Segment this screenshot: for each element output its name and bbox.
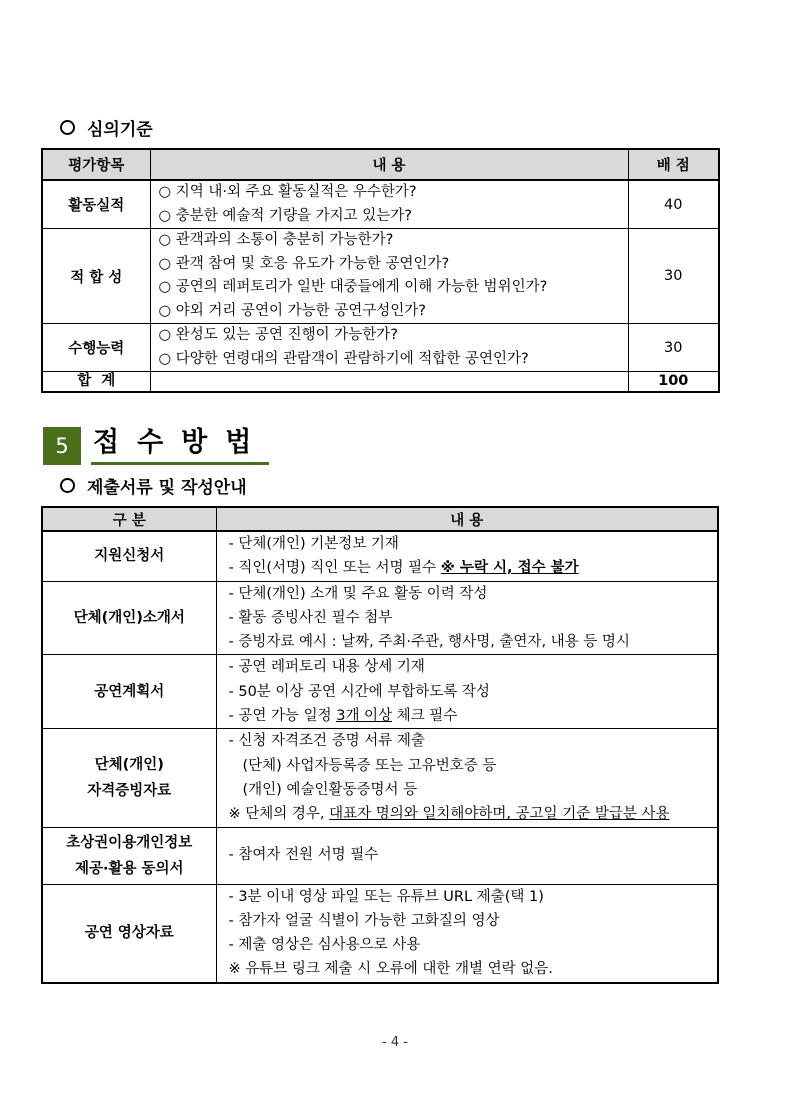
doc-content	[216, 531, 718, 581]
score-cell: 40	[628, 180, 719, 229]
score-cell: 30	[628, 229, 719, 324]
doc-item: - 3분 이내 영상 파일 또는 유튜브 URL 제출(택 1)	[228, 888, 544, 905]
criteria-item: ○ 야외 거리 공연이 가능한 공연구성인가?	[158, 302, 427, 319]
criteria-item: ○ 완성도 있는 공연 진행이 가능한가?	[158, 327, 398, 343]
total-empty-cell	[150, 372, 628, 393]
category-cell: 수행능력	[42, 324, 150, 372]
content-cell	[150, 229, 628, 324]
doc-item: - 신청 자격조건 증명 서류 제출	[228, 733, 425, 750]
content-cell	[150, 324, 628, 372]
criteria-heading-text: 심의기준	[87, 120, 153, 140]
doc-category: 단체(개인)소개서	[42, 581, 216, 655]
category-cell: 활동실적	[42, 180, 150, 229]
section-title: 접수방법	[91, 426, 269, 465]
doc-row-video	[42, 884, 718, 983]
content-cell	[150, 180, 628, 229]
doc-item: (단체) 사업자등록증 또는 고유번호증 등	[242, 757, 497, 774]
doc-content	[216, 655, 718, 729]
doc-item: - 공연 레퍼토리 내용 상세 기재	[228, 659, 425, 676]
submission-table	[41, 506, 719, 984]
doc-row-qualification	[42, 729, 718, 827]
doc-item: - 50분 이상 공연 시간에 부합하도록 작성	[228, 683, 490, 700]
doc-item: - 제출 영상은 심사용으로 사용	[228, 937, 421, 954]
criteria-table	[41, 148, 720, 393]
total-score: 100	[628, 372, 719, 393]
header-content: 내 용	[150, 149, 628, 180]
doc-item: - 단체(개인) 기본정보 기재	[228, 536, 399, 552]
criteria-heading	[60, 115, 153, 140]
criteria-item: ○ 지역 내·외 주요 활동실적은 우수한가?	[158, 184, 417, 200]
submission-header-row	[42, 507, 718, 531]
doc-content	[216, 581, 718, 655]
doc-item: - 공연 가능 일정 3개 이상 체크 필수	[228, 708, 458, 725]
doc-row-application	[42, 531, 718, 581]
doc-row-consent	[42, 827, 718, 884]
criteria-header-row	[42, 149, 719, 180]
doc-content	[216, 827, 718, 884]
criteria-item: ○ 공연의 레퍼토리가 일반 대중들에게 이해 가능한 범위인가?	[158, 279, 548, 295]
doc-item: ※ 단체의 경우, 대표자 명의와 일치해야하며, 공고일 기준 발급분 사용	[228, 806, 670, 823]
score-cell: 30	[628, 324, 719, 372]
doc-row-introduction	[42, 581, 718, 655]
submission-heading	[60, 473, 247, 498]
circle-bullet-icon	[60, 120, 75, 135]
doc-content	[216, 729, 718, 827]
header-score: 배 점	[628, 149, 719, 180]
doc-item: - 단체(개인) 소개 및 주요 활동 이력 작성	[228, 585, 488, 602]
criteria-item: ○ 관객 참여 및 호응 유도가 가능한 공연인가?	[158, 255, 450, 272]
circle-bullet-icon	[60, 478, 75, 493]
doc-content	[216, 884, 718, 983]
doc-item: - 증빙자료 예시 : 날짜, 주최·주관, 행사명, 출연자, 내용 등 명시	[228, 634, 630, 651]
header-content: 내 용	[216, 507, 718, 531]
doc-category: 공연 영상자료	[42, 884, 216, 983]
header-category: 평가항목	[42, 149, 150, 180]
doc-category: 지원신청서	[42, 531, 216, 581]
criteria-item: ○ 충분한 예술적 기량을 가지고 있는가?	[158, 207, 412, 224]
doc-category: 단체(개인) 자격증빙자료	[42, 729, 216, 827]
warning-note: ※ 누락 시, 접수 불가	[440, 560, 579, 577]
doc-category: 공연계획서	[42, 655, 216, 729]
section-number: 5	[43, 427, 81, 465]
doc-item: - 활동 증빙사진 필수 첨부	[228, 609, 393, 626]
doc-item: ※ 유튜브 링크 제출 시 오류에 대한 개별 연락 없음.	[228, 961, 553, 978]
doc-row-plan	[42, 655, 718, 729]
header-category: 구 분	[42, 507, 216, 531]
criteria-row-suitability	[42, 229, 719, 324]
doc-item: - 직인(서명) 직인 또는 서명 필수 ※ 누락 시, 접수 불가	[228, 560, 579, 577]
criteria-row-activity	[42, 180, 719, 229]
doc-item: - 참가자 얼굴 식별이 가능한 고화질의 영상	[228, 912, 500, 929]
page-number: - 4 -	[382, 1035, 408, 1050]
doc-category: 초상권이용개인정보 제공·활용 동의서	[42, 827, 216, 884]
total-label: 합 계	[42, 372, 150, 393]
section-banner	[43, 426, 269, 465]
doc-item: (개인) 예술인활동증명서 등	[242, 781, 418, 798]
submission-heading-text: 제출서류 및 작성안내	[87, 478, 247, 498]
criteria-item: ○ 관객과의 소통이 충분히 가능한가?	[158, 232, 394, 248]
doc-item: - 참여자 전원 서명 필수	[228, 847, 379, 864]
criteria-total-row	[42, 372, 719, 393]
criteria-item: ○ 다양한 연령대의 관람객이 관람하기에 적합한 공연인가?	[158, 350, 529, 367]
criteria-row-capability	[42, 324, 719, 372]
category-cell: 적 합 성	[42, 229, 150, 324]
